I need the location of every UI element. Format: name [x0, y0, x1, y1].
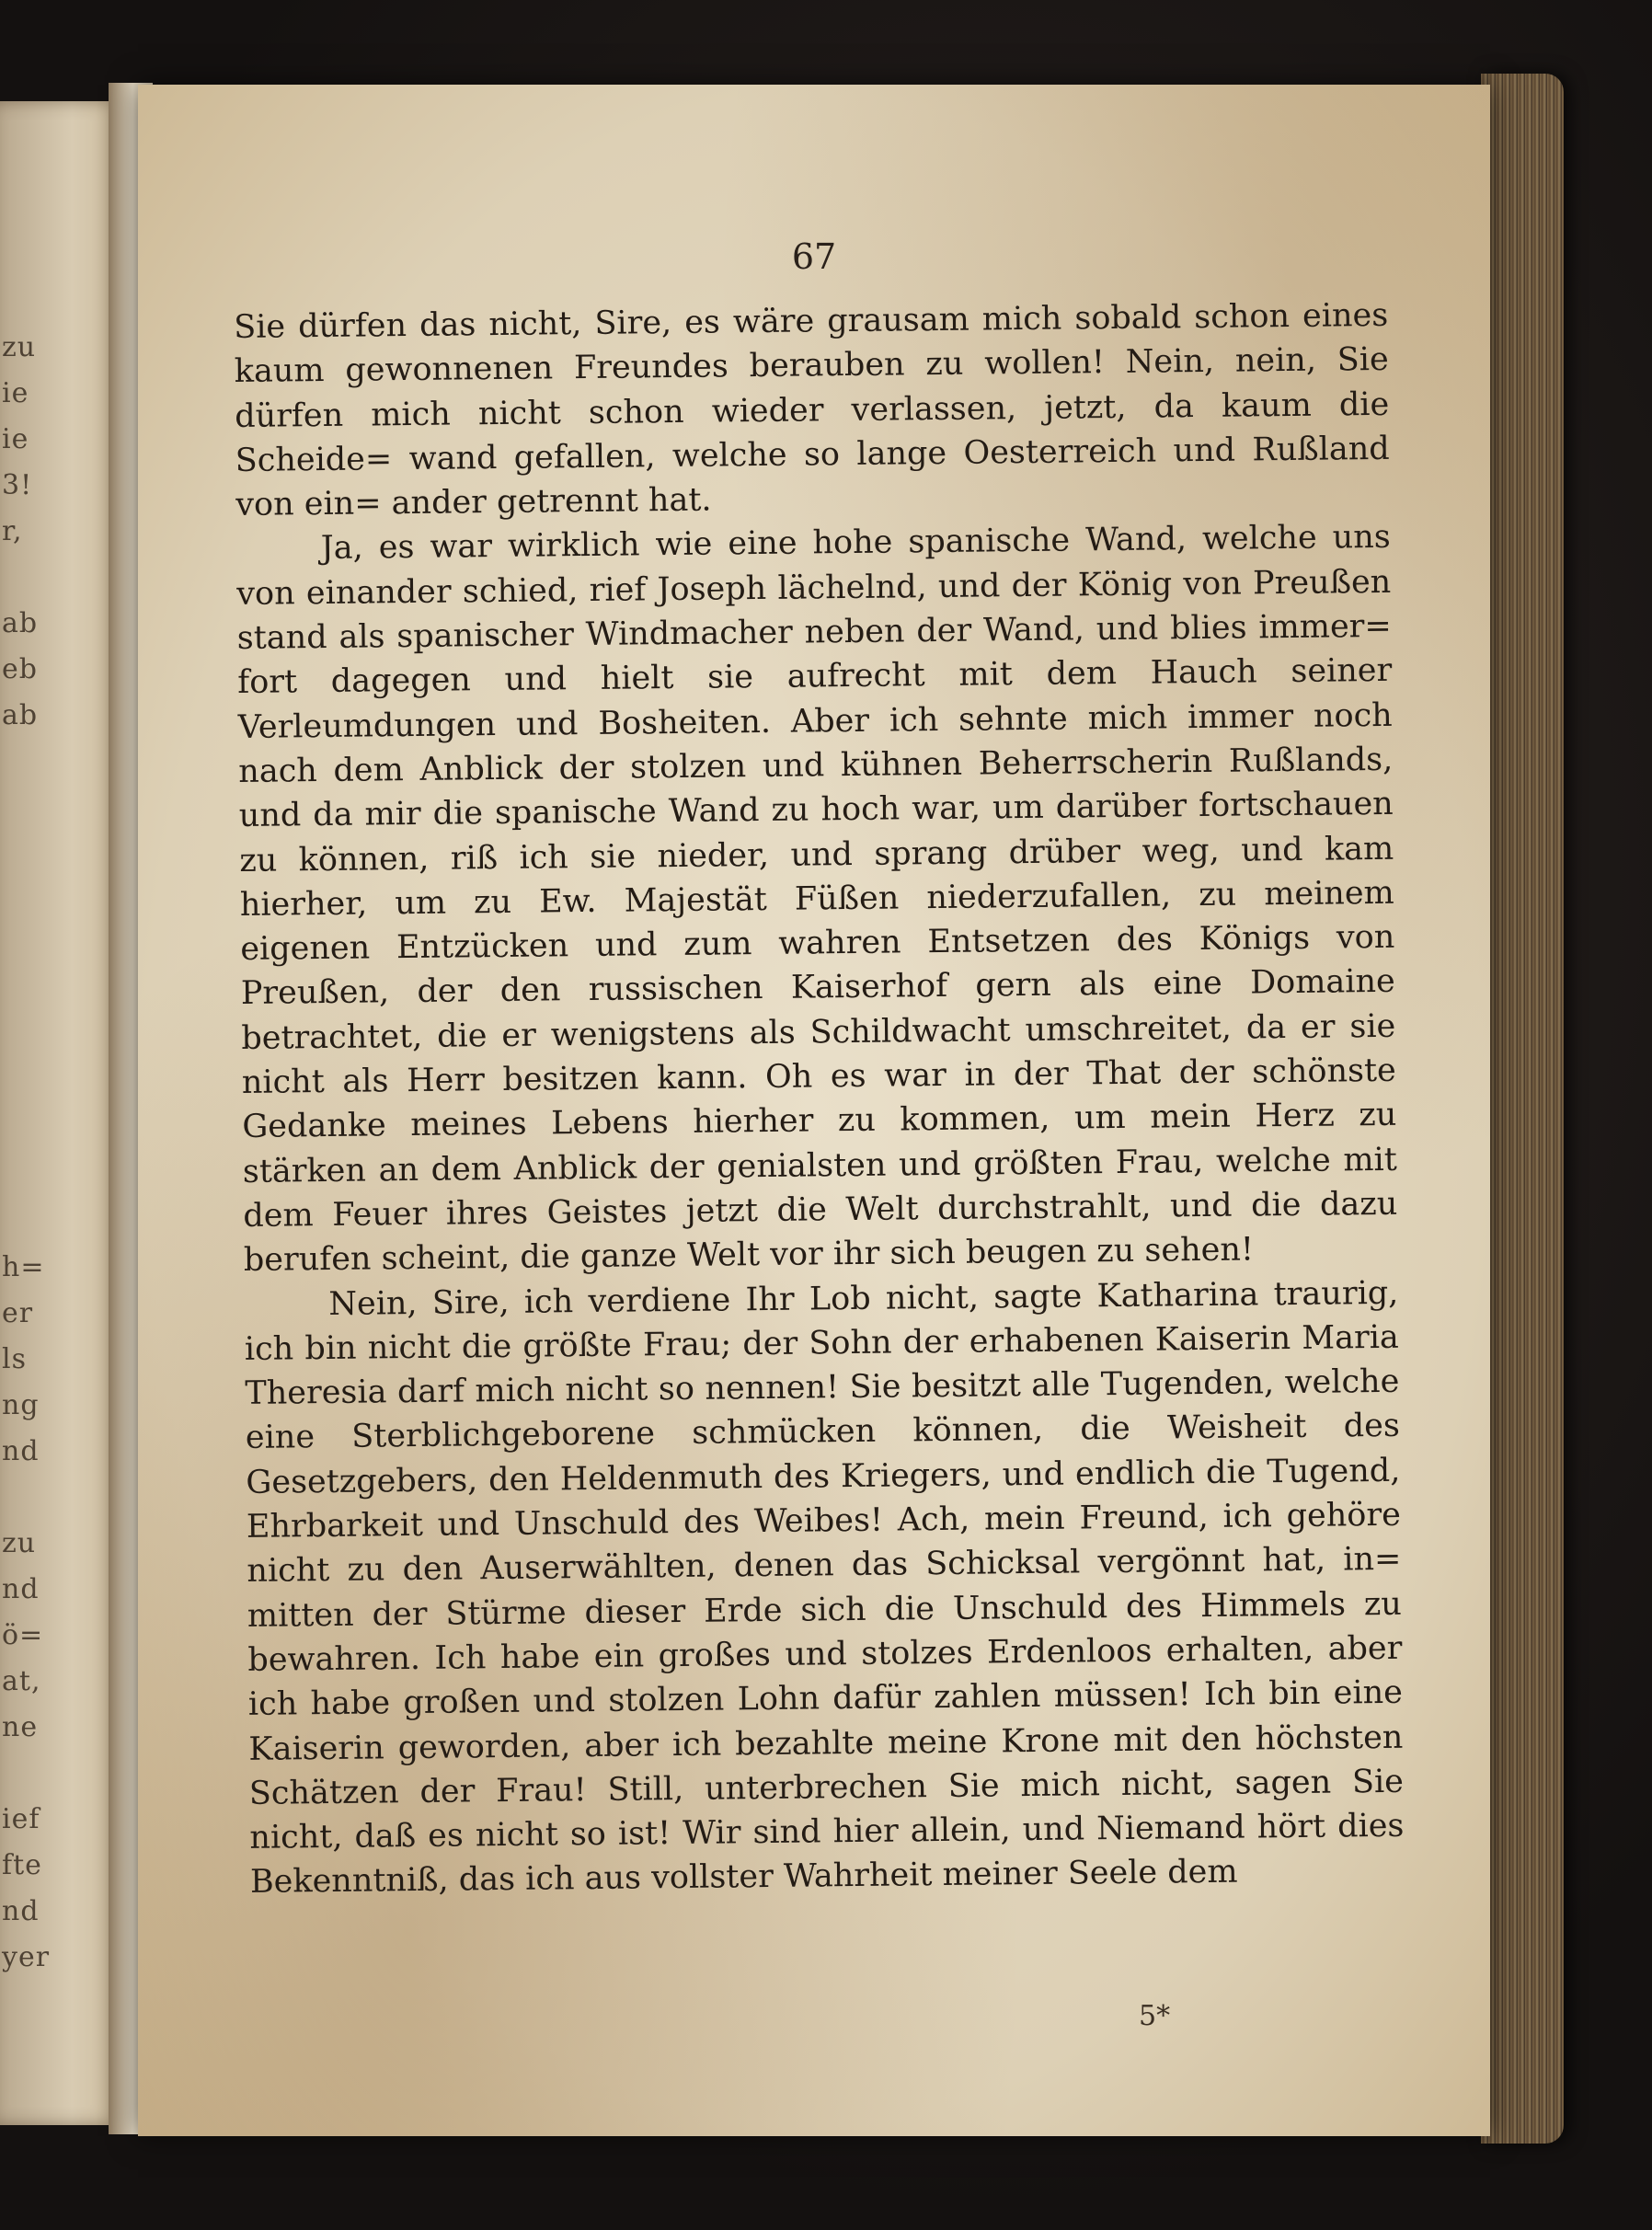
page-text [234, 293, 1405, 1905]
fragment: ie [2, 377, 29, 409]
fragment: nd [2, 1573, 40, 1605]
book-page [138, 85, 1490, 2136]
paragraph: Ja, es war wirklich wie eine hohe spanische Wand, welche uns von einander schied, rief Joseph lächelnd, und der König von Preußen stand als spanischer Windmacher neben der Wand, und blies immer= fort dagegen und hielt sie aufrecht mit dem Hauch seiner Verleumdungen und Bosheiten. Aber ich sehnte mich immer noch nach dem Anblick der stolzen und kühnen Beherrscherin Rußlands, und da mir die spanische Wand zu hoch war, um darüber fortschauen zu können, riß ich sie nieder, und sprang drüber weg, und kam hierher, um zu Ew. Majestät Füßen niederzufallen, zu meinem eigenen Entzücken und zum wahren Entsetzen des Königs von Preußen, der den russischen Kaiserhof gern als eine Domaine betrachtet, die er wenigstens als Schildwacht umschreitet, da er sie nicht als Herr besitzen kann. Oh es war in der That der schönste Gedanke meines Lebens hierher zu kommen, um mein Herz zu stärken an dem Anblick der genialsten und größten Frau, welche mit dem Feuer ihres Geistes jetzt die Welt durchstrahlt, und die dazu berufen scheint, die ganze Welt vor ihr sich beugen zu sehen! [236, 519, 1398, 1280]
fragment: zu [2, 1527, 37, 1559]
fragment: ö= [2, 1619, 44, 1651]
fragment: at, [2, 1665, 41, 1697]
fragment: fte [2, 1849, 42, 1881]
fragment: er [2, 1297, 34, 1329]
fragment: ng [2, 1389, 40, 1421]
signature-mark: 5* [1139, 2000, 1171, 2032]
fragment: ie [2, 423, 29, 455]
fragment: nd [2, 1435, 40, 1467]
paragraph: Sie dürfen das nicht, Sire, es wäre grausam mich sobald schon eines kaum gewonnenen Freundes berauben zu wollen! Nein, nein, Sie dürfen mich nicht schon wieder verlassen, jetzt, da kaum die Scheide= wand gefallen, welche so lange Oesterreich und Rußland von ein= ander getrennt hat. [234, 296, 1390, 524]
fragment: ab [2, 607, 39, 639]
fragment: ne [2, 1711, 39, 1743]
page-number: 67 [791, 236, 837, 277]
fragment: eb [2, 653, 38, 685]
fragment: yer [2, 1941, 51, 1973]
paragraph: Nein, Sire, ich verdiene Ihr Lob nicht, sagte Katharina traurig, ich bin nicht die größte Frau; der Sohn der erhabenen Kaiserin Maria Theresia darf mich nicht so nennen! Sie besitzt alle Tugenden, welche eine Sterblichgeborene schmücken können, die Weisheit des Gesetzgebers, den Heldenmuth des Kriegers, und endlich die Tugend, Ehrbarkeit und Unschuld des Weibes! Ach, mein Freund, ich gehöre nicht zu den Auserwählten, denen das Schicksal vergönnt hat, in= mitten der Stürme dieser Erde sich die Unschuld des Himmels zu bewahren. Ich habe ein großes und stolzes Erdenloos erhalten, aber ich habe großen und stolzen Lohn dafür zahlen müssen! Ich bin eine Kaiserin geworden, aber ich bezahlte meine Krone mit den höchsten Schätzen der Frau! Still, unterbrechen Sie mich nicht, sagen Sie nicht, daß es nicht so ist! Wir sind hier allein, und Niemand hört dies Bekenntniß, das ich aus vollster Wahrheit meiner Seele dem [244, 1274, 1405, 1902]
left-page [0, 101, 120, 2125]
page-edges [1481, 74, 1564, 2144]
fragment: ls [2, 1343, 27, 1375]
fragment: 3! [2, 469, 33, 501]
fragment: h= [2, 1251, 45, 1283]
fragment: zu [2, 331, 37, 363]
fragment: ief [2, 1803, 40, 1835]
fragment: ab [2, 699, 39, 731]
fragment: r, [2, 515, 23, 547]
fragment: nd [2, 1895, 40, 1927]
